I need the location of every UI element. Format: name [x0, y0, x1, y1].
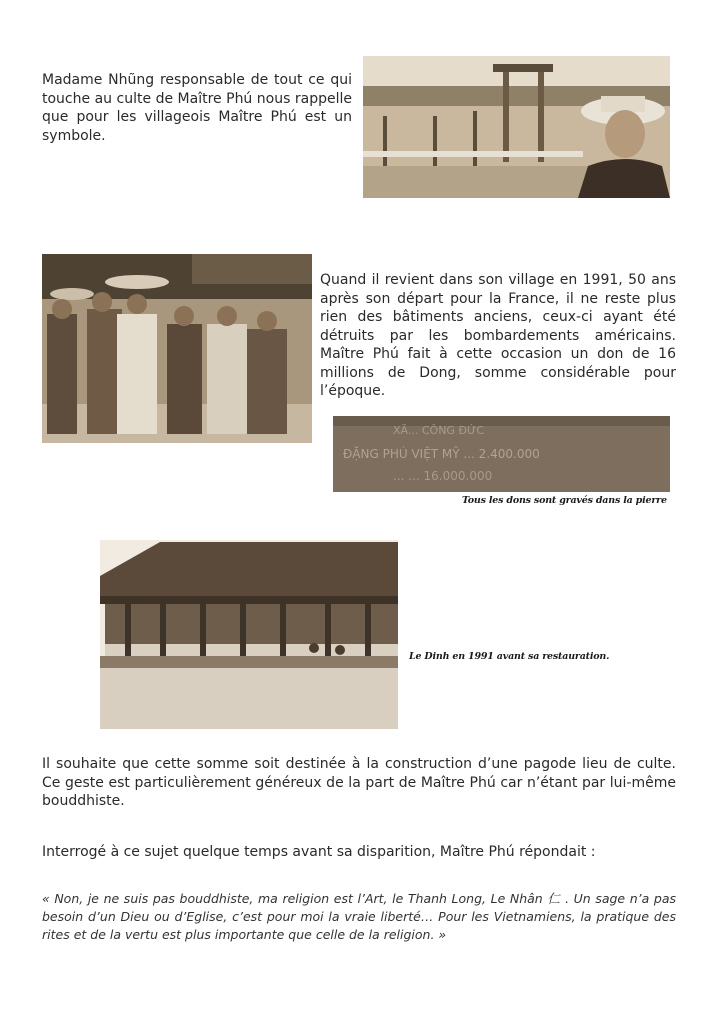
stone-line-3: ... ... 16.000.000 — [393, 469, 493, 483]
caption-dinh: Le Dinh en 1991 avant sa restauration. — [409, 651, 610, 662]
photo-madame-nhung — [363, 56, 670, 198]
photo-procession — [42, 254, 312, 443]
caption-stone: Tous les dons sont gravés dans la pierre — [462, 495, 667, 506]
photo-dinh-1991 — [100, 540, 398, 729]
stone-line-2: ĐẶNG PHÚ VIỆT MỸ ... 2.400.000 — [343, 447, 540, 461]
quote-maitre-phu: « Non, je ne suis pas bouddhiste, ma religion est l’Art, le Thanh Long, Le Nhân 仁 . Un sage n’a pas besoin d’un Dieu ou d’Eglise, c’est pour moi la vraie liberté… Pour les Vietnamiens, la pratique des rites et de la vertu est plus importante que celle de la religion. » — [42, 891, 676, 942]
paragraph-return-1991: Quand il revient dans son village en 1991, 50 ans après son départ pour la France, il ne reste plus rien des bâtiments anciens, ceux-ci ayant été détruits par les bombardements américains. Maître Phú fait à cette occasion un don de 16 millions de Dong, somme considérable pour l’époque. — [320, 272, 676, 399]
paragraph-madame-nhung: Madame Nhũng responsable de tout ce qui touche au culte de Maître Phú nous rappelle que pour les villageois Maître Phú est un symbole. — [42, 72, 352, 144]
stone-line-1: XÃ... CÔNG ĐỨC — [393, 424, 485, 437]
paragraph-interview: Interrogé à ce sujet quelque temps avant sa disparition, Maître Phú répondait : — [42, 844, 596, 860]
paragraph-pagoda: Il souhaite que cette somme soit destinée à la construction d’une pagode lieu de culte. Ce geste est particulièrement généreux de la part de Maître Phú car n’étant par lui-même bouddhiste. — [42, 756, 676, 809]
photo-stone-inscription — [333, 416, 670, 492]
